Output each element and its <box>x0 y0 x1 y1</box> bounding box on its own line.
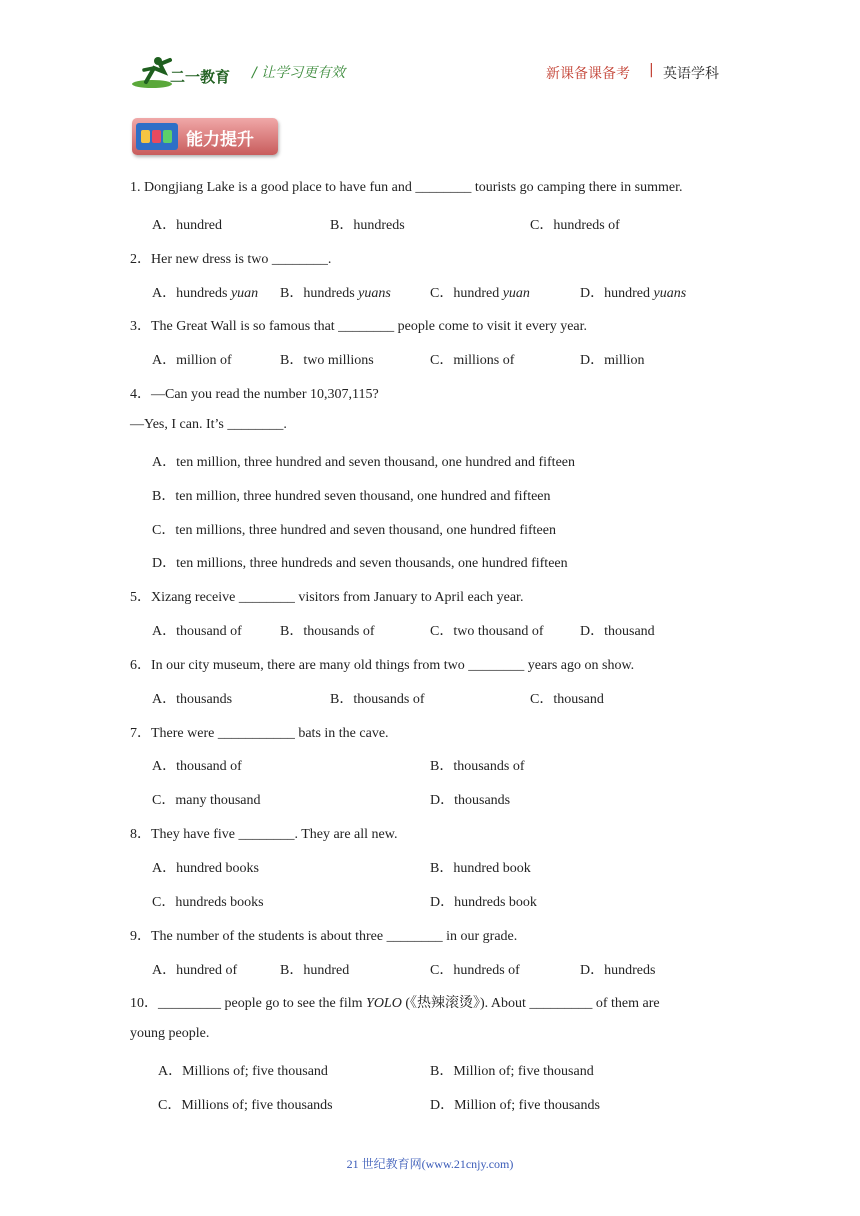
text-segment: A．hundreds <box>152 285 231 301</box>
question-2-option <box>430 282 530 302</box>
question-1-stem: 1. Dongjiang Lake is a good place to have fun and ________ tourists go camping there in summer. <box>130 180 683 195</box>
question-5-option: B．thousands of <box>280 624 375 640</box>
section-banner <box>132 118 278 155</box>
question-5-stem: 5．Xizang receive ________ visitors from January to April each year. <box>130 590 524 606</box>
question-10-option: B．Million of; five thousand <box>430 1064 594 1080</box>
question-10-stem <box>130 992 660 1012</box>
question-9-stem: 9．The number of the students is about three ________ in our grade. <box>130 928 518 944</box>
question-5-option: D．thousand <box>580 624 655 640</box>
question-8-option: C．hundreds books <box>152 894 264 910</box>
question-8-option: B．hundred book <box>430 861 531 876</box>
question-7-stem: 7．There were ___________ bats in the cave. <box>130 725 389 741</box>
question-1-option: C．hundreds of <box>530 217 620 233</box>
question-2-stem: 2．Her new dress is two ________. <box>130 251 332 267</box>
question-10-option: A．Millions of; five thousand <box>158 1064 328 1080</box>
italic-term: yuan <box>230 285 259 301</box>
question-7-option: A．thousand of <box>152 759 242 775</box>
italic-term: yuans <box>653 285 687 301</box>
blocks-icon <box>136 123 178 150</box>
italic-term: yuan <box>502 285 530 301</box>
italic-term: YOLO <box>366 996 402 1012</box>
question-2-option <box>152 282 258 302</box>
question-7-option: D．thousands <box>430 793 511 809</box>
question-3-option: A．million of <box>152 353 232 369</box>
brand-slogan: / 让学习更有效 <box>252 65 346 81</box>
question-3-stem: 3．The Great Wall is so famous that ________ people come to visit it every year. <box>130 319 588 335</box>
question-7-option: C．many thousand <box>152 793 261 809</box>
text-segment: D．hundred <box>580 285 654 301</box>
brand-name: 二一教育 <box>170 68 231 86</box>
question-10-stem: young people. <box>130 1026 210 1042</box>
question-8-option: A．hundred books <box>152 861 259 876</box>
question-6-option: A．thousands <box>152 691 233 707</box>
question-4-option: B．ten million, three hundred seven thousand, one hundred and fifteen <box>152 488 551 504</box>
question-10-option: D．Million of; five thousands <box>430 1097 600 1113</box>
text-segment: C．hundred <box>430 285 503 301</box>
question-4-option: C．ten millions, three hundred and seven thousand, one hundred fifteen <box>152 522 556 538</box>
header-subject: 英语学科 <box>663 66 719 82</box>
question-9-option: A．hundred of <box>152 962 238 978</box>
question-1-option: B．hundreds <box>330 217 405 233</box>
section-title: 能力提升 <box>186 130 254 150</box>
question-5-option: C．two thousand of <box>430 624 544 640</box>
text-segment: 10．_________ people go to see the film <box>130 996 367 1012</box>
question-9-option: D．hundreds <box>580 962 656 978</box>
question-4-option: A．ten million, three hundred and seven thousand, one hundred and fifteen <box>152 454 575 470</box>
question-4-stem: —Yes, I can. It’s ________. <box>130 416 287 432</box>
text-segment: B．hundreds <box>280 285 359 301</box>
question-2-option <box>280 282 391 302</box>
question-7-option: B．thousands of <box>430 759 525 775</box>
question-2-option <box>580 282 686 302</box>
question-6-option: C．thousand <box>530 691 604 707</box>
question-6-option: B．thousands of <box>330 691 425 707</box>
question-5-option: A．thousand of <box>152 624 242 640</box>
question-3-option: D．million <box>580 353 645 369</box>
question-6-stem: 6．In our city museum, there are many old things from two ________ years ago on show. <box>130 657 635 673</box>
question-3-option: C．millions of <box>430 353 515 369</box>
question-10-option: C．Millions of; five thousands <box>158 1097 333 1113</box>
question-8-stem: 8．They have five ________. They are all new. <box>130 827 398 843</box>
italic-term: yuans <box>358 285 391 301</box>
question-4-stem: 4．—Can you read the number 10,307,115? <box>130 387 379 403</box>
question-1-option: A．hundred <box>152 217 222 233</box>
page-footer: 21 世纪教育网(www.21cnjy.com) <box>346 1157 514 1171</box>
question-4-option: D．ten millions, three hundreds and seven thousands, one hundred fifteen <box>152 556 568 572</box>
header-separator: | <box>649 62 654 78</box>
question-3-option: B．two millions <box>280 353 374 369</box>
text-segment: (《热辣滚烫》). About _________ of them are <box>401 996 660 1012</box>
header-tagline: 新课备课备考 <box>546 66 630 82</box>
question-8-option: D．hundreds book <box>430 894 537 910</box>
question-9-option: B．hundred <box>280 962 350 978</box>
question-9-option: C．hundreds of <box>430 962 520 978</box>
